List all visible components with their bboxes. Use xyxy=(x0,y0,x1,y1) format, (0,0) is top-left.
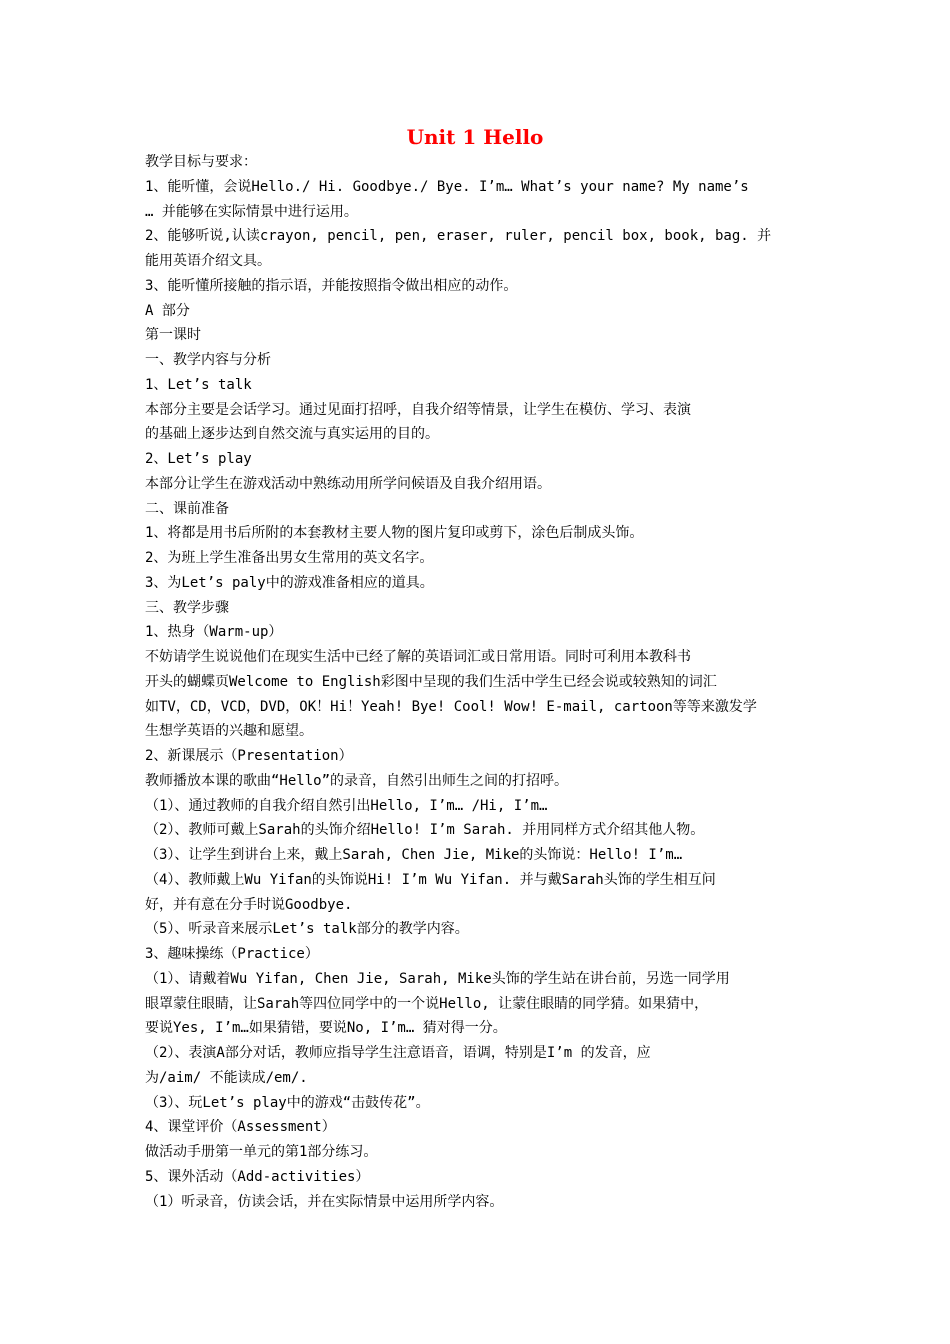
body-line: 第一课时 xyxy=(145,327,201,344)
body-line: 生想学英语的兴趣和愿望。 xyxy=(145,723,313,740)
body-line: 眼罩蒙住眼睛，让Sarah等四位同学中的一个说Hello, 让蒙住眼睛的同学猜。如果猜中， xyxy=(145,995,709,1012)
body-line: 4、课堂评价（Assessment） xyxy=(145,1119,336,1136)
body-line: （4）、教师戴上Wu Yifan的头饰说Hi! I’m Wu Yifan. 并与戴Sarah头饰的学生相互问 xyxy=(145,871,716,888)
body-line: 2、Let’s play xyxy=(145,451,252,467)
body-line: 3、趣味操练（Practice） xyxy=(145,946,319,962)
body-line: A 部分 xyxy=(145,302,190,319)
body-line: 开头的蝴蝶页Welcome to English彩图中呈现的我们生活中学生已经会说或较熟知的词汇 xyxy=(145,673,717,690)
body-line: 能用英语介绍文具。 xyxy=(145,253,271,269)
body-line: 2、新课展示（Presentation） xyxy=(145,748,353,764)
body-line: （1）、通过教师的自我介绍自然引出Hello, I’m… /Hi, I’m… xyxy=(145,797,548,814)
body-line: 本部分主要是会话学习。通过见面打招呼，自我介绍等情景，让学生在模仿、学习、表演 xyxy=(145,401,691,418)
body-line: 一、教学内容与分析 xyxy=(145,352,271,368)
body-line: 不妨请学生说说他们在现实生活中已经了解的英语词汇或日常用语。同时可利用本教科书 xyxy=(145,649,691,665)
body-line: （3）、玩Let’s play中的游戏“击鼓传花”。 xyxy=(145,1094,430,1111)
body-line: … 并能够在实际情景中进行运用。 xyxy=(145,203,358,220)
body-line: 1、能听懂，会说Hello./ Hi. Goodbye./ Bye. I’m… What’s your name? My name’s xyxy=(145,178,749,195)
body-line: 2、能够听说,认读crayon, pencil, pen, eraser, ruler, pencil box, book, bag. 并 xyxy=(145,228,772,245)
body-line: 如TV，CD，VCD，DVD，OK！Hi！Yeah! Bye! Cool! Wow! E-mail, cartoon等等来激发学 xyxy=(145,698,757,715)
body-line: 2、为班上学生准备出男女生常用的英文名字。 xyxy=(145,550,434,566)
body-line: （2）、教师可戴上Sarah的头饰介绍Hello! I’m Sarah. 并用同样方式介绍其他人物。 xyxy=(145,822,705,839)
document-title: Unit 1 Hello xyxy=(406,125,544,149)
body-line: 1、热身（Warm-up） xyxy=(145,624,283,641)
body-line: 要说Yes, I’m…如果猜错，要说No, I’m… 猜对得一分。 xyxy=(145,1020,507,1037)
body-line: 1、将都是用书后所附的本套教材主要人物的图片复印或剪下，涂色后制成头饰。 xyxy=(145,525,644,542)
body-line: （5）、听录音来展示Let’s talk部分的教学内容。 xyxy=(145,921,469,938)
body-line: 为/aim/ 不能读成/em/. xyxy=(145,1069,308,1086)
document-body xyxy=(145,150,807,1214)
body-line: 教学目标与要求： xyxy=(145,154,257,170)
body-line: 本部分让学生在游戏活动中熟练动用所学问候语及自我介绍用语。 xyxy=(145,475,551,492)
body-line: 1、Let’s talk xyxy=(145,376,252,393)
body-line: （3）、让学生到讲台上来，戴上Sarah, Chen Jie, Mike的头饰说：Hello! I’m… xyxy=(145,847,683,863)
body-line: 5、课外活动（Add-activities） xyxy=(145,1168,370,1185)
body-line: （2）、表演A部分对话，教师应指导学生注意语音，语调，特别是I’m 的发音，应 xyxy=(145,1045,651,1061)
body-line: 的基础上逐步达到自然交流与真实运用的目的。 xyxy=(145,426,439,443)
body-line: 二、课前准备 xyxy=(145,500,229,517)
body-line: 三、教学步骤 xyxy=(145,599,229,616)
body-line: 3、能听懂所接触的指示语，并能按照指令做出相应的动作。 xyxy=(145,277,518,294)
body-line: 3、为Let’s paly中的游戏准备相应的道具。 xyxy=(145,574,434,591)
body-line: 教师播放本课的歌曲“Hello”的录音，自然引出师生之间的打招呼。 xyxy=(145,772,568,789)
body-line: 做活动手册第一单元的第1部分练习。 xyxy=(145,1144,378,1160)
body-line: 好，并有意在分手时说Goodbye. xyxy=(145,896,353,913)
body-line: （1）、请戴着Wu Yifan, Chen Jie, Sarah, Mike头饰的学生站在讲台前，另选一同学用 xyxy=(145,970,730,987)
body-line: （1）听录音，仿读会话，并在实际情景中运用所学内容。 xyxy=(145,1193,504,1210)
